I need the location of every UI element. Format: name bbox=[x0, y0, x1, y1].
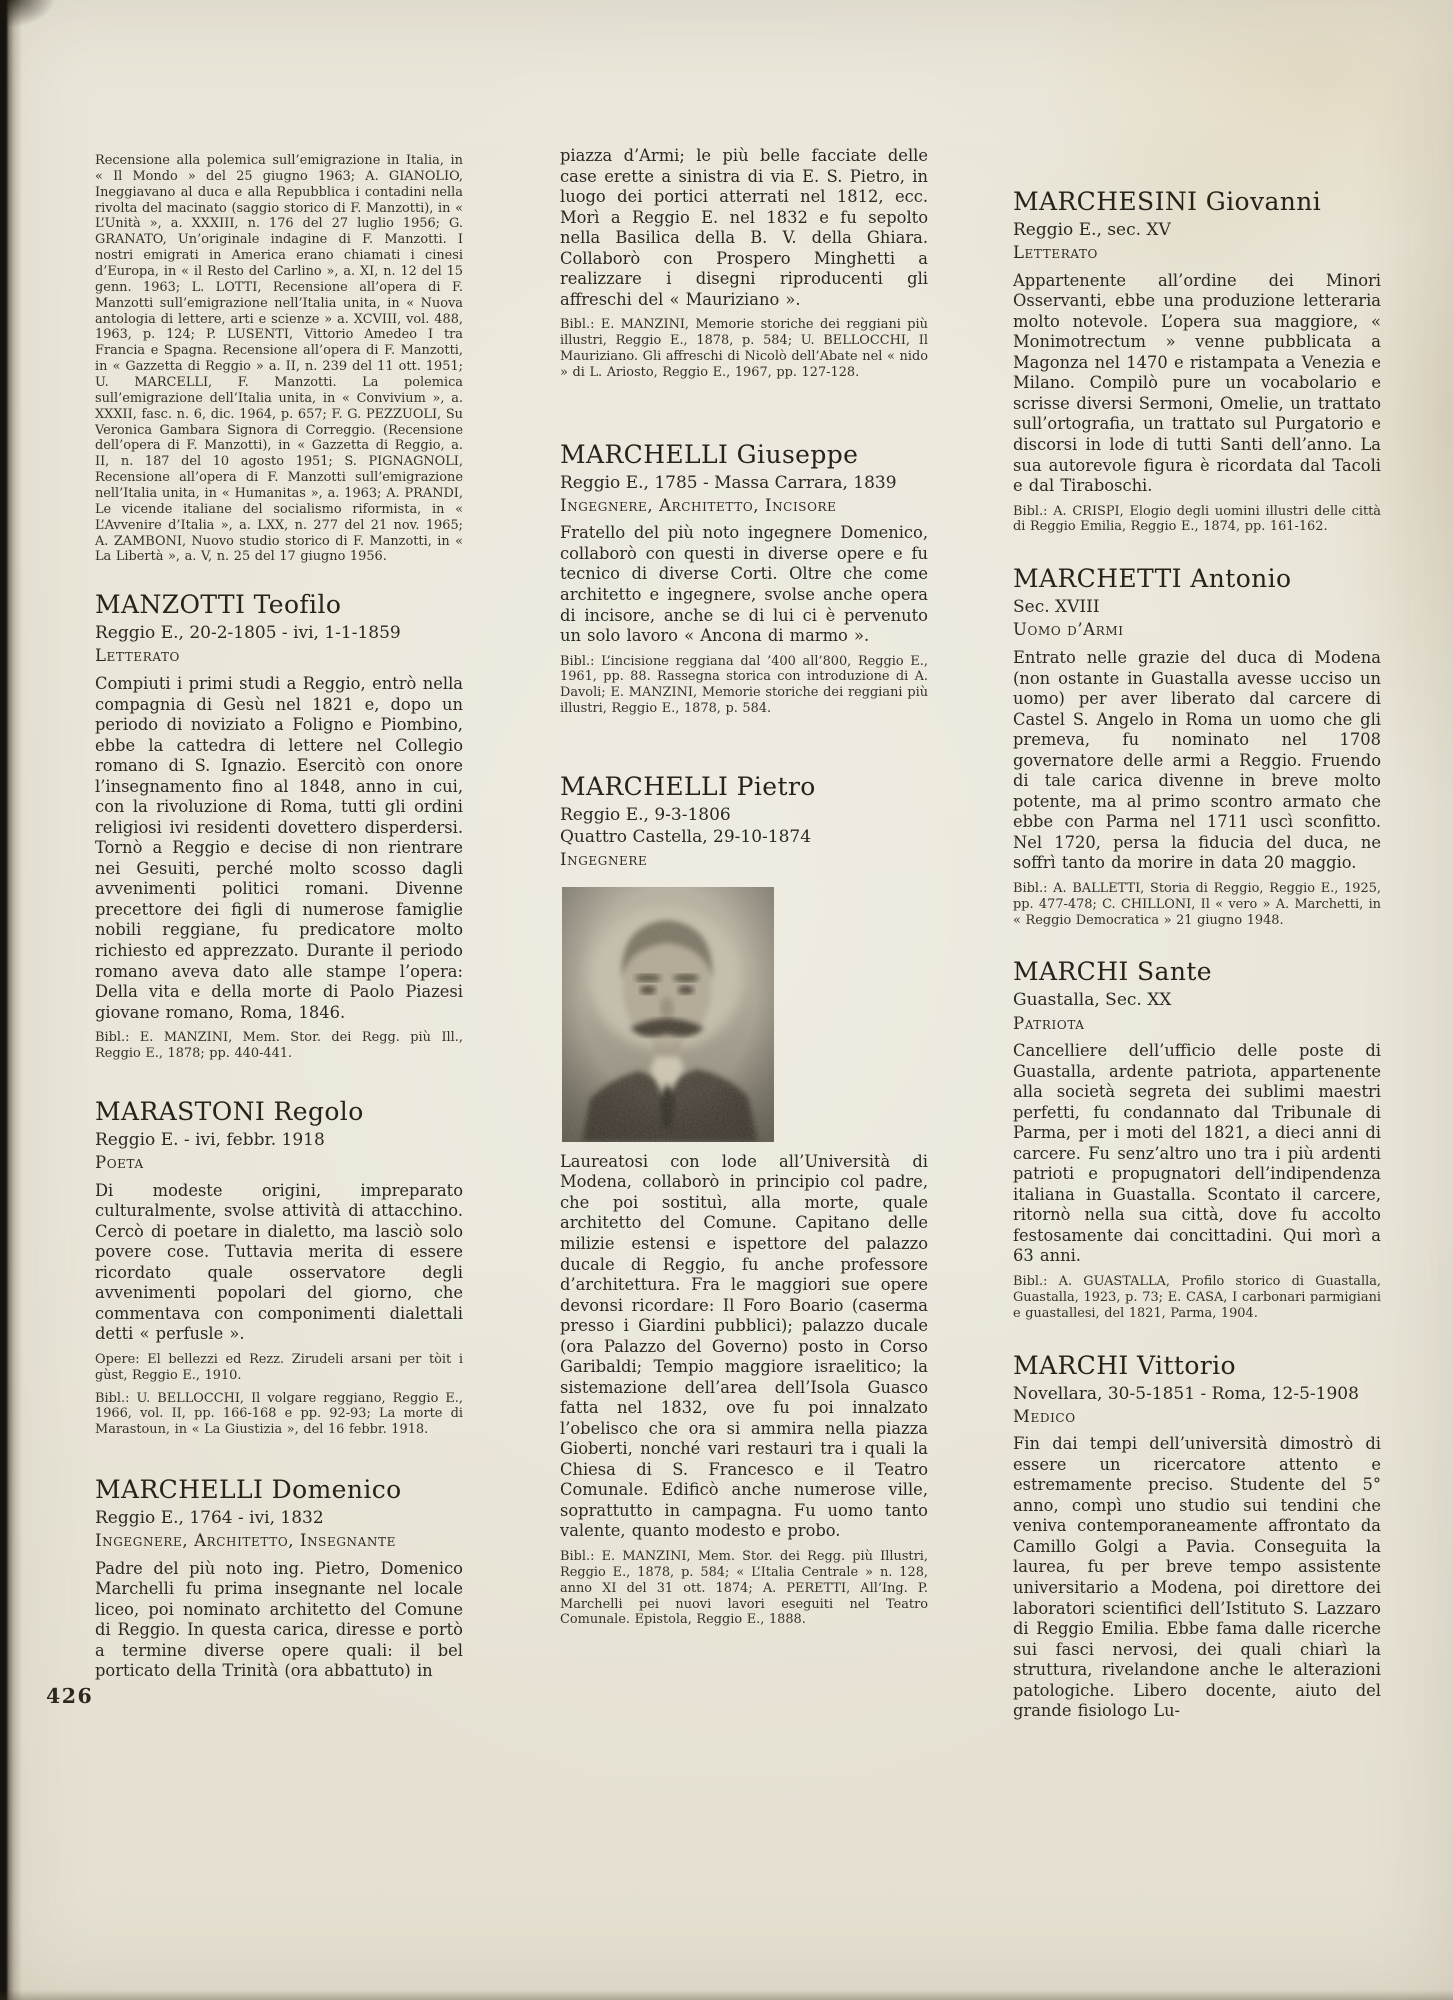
entry-bibliography: Bibl.: A. GUASTALLA, Profilo storico di Guastalla, Guastalla, 1923, p. 73; E. CASA, I carbonari parmigiani e guastallesi, del 1821, Parma, 1904. bbox=[1013, 1273, 1381, 1321]
entry-bibliography: Bibl.: A. BALLETTI, Storia di Reggio, Reggio E., 1925, pp. 477-478; C. CHILLONI, Il « vero » A. Marchetti, in « Reggio Democratica » 21 giugno 1948. bbox=[1013, 880, 1381, 928]
entry-bibliography: Bibl.: U. BELLOCCHI, Il volgare reggiano, Reggio E., 1966, vol. II, pp. 166-168 e pp. 92-93; La morte di Marastoun, in « La Giustizia », del 16 febbr. 1918. bbox=[95, 1390, 463, 1438]
entry-body: Di modeste origini, impreparato culturalmente, svolse attività di attacchino. Cercò di poetare in dialetto, ma lasciò solo povere cose. Tuttavia merita di essere ricordato quale osservatore degli avvenimenti popolari del giorno, che commentava con componimenti dialettali detti « perfusle ». bbox=[95, 1180, 463, 1344]
entry-body: Cancelliere dell’ufficio delle poste di Guastalla, ardente patriota, appartenente alla società segreta dei sublimi maestri perfetti, fu condannato dal Tribunale di Parma, per i moti del 1821, a dieci anni di carcere. Fu senz’altro uno tra i più ardenti patrioti e propugnatori dell’indipendenza italiana in Guastalla. Scontato il carcere, ritornò nella sua città, dove fu accolto festosamente dai concittadini. Qui morì a 63 anni. bbox=[1013, 1041, 1381, 1266]
entry-bibliography: Bibl.: A. CRISPI, Elogio degli uomini illustri delle città di Reggio Emilia, Reggio E., 1874, pp. 161-162. bbox=[1013, 503, 1381, 535]
entry-role: Poeta bbox=[95, 1152, 144, 1172]
entry-marchesini-giovanni bbox=[1013, 188, 1381, 535]
entry-role: Letterato bbox=[95, 646, 180, 666]
entry-body: Compiuti i primi studi a Reggio, entrò nella compagnia di Gesù nel 1821 e, dopo un periodo di noviziato a Foligno e Piombino, ebbe la cattedra di lettere nel Collegio romano di S. Ignazio. Esercitò con onore l’insegnamento fino al 1848, anno in cui, con la rivoluzione di Roma, tutti gli ordini religiosi ivi residenti dovettero disperdersi. Tornò a Reggio e decise di non rientrare nei Gesuiti, perché molto scosso dagli avvenimenti politici romani. Divenne precettore dei figli di numerose famiglie nobili reggiane, fu predicatore molto richiesto ed apprezzato. Durante il periodo romano aveva dato alle stampe l’opera: Della vita e della morte di Paolo Piazesi giovane romano, Roma, 1846. bbox=[95, 674, 463, 1022]
entry-name: MANZOTTI Teofilo bbox=[95, 590, 342, 620]
entry-marchelli-giuseppe bbox=[560, 441, 928, 717]
entry-name: MARCHI Sante bbox=[1013, 957, 1213, 987]
entry-role: Patriota bbox=[1013, 1013, 1085, 1033]
entry-bibliography: Bibl.: E. MANZINI, Mem. Stor. dei Regg. più Illustri, Reggio E., 1878, p. 584; « L’Italia Centrale » n. 128, anno XI del 31 ott. 1874; A. PERETTI, All’Ing. P. Marchelli pei nuovi lavori eseguiti nel Teatro Comunale. Epistola, Reggio E., 1888. bbox=[560, 1548, 928, 1628]
column-middle bbox=[560, 146, 928, 1628]
entry-body: Laureatosi con lode all’Università di Modena, collaborò in principio col padre, che poi sostituì, alla morte, quale architetto del Comune. Capitano delle milizie estensi e ispettore del palazzo ducale di Reggio, fu anche professore d’architettura. Fra le maggiori sue opere devonsi ricordare: Il Foro Boario (caserma presso i Giardini pubblici); palazzo ducale (ora Palazzo del Governo) posto in Corso Garibaldi; Tempio maggiore israelitico; la sistemazione dell’area dell’Isola Guasco fatta nel 1832, ove fu poi innalzato l’obelisco che ora si ammira nella piazza Gioberti, nonché vari restauri tra i quali la Chiesa di S. Francesco e il Teatro Comunale. Edificò anche numerose ville, soprattutto in campagna. Fu uomo tanto valente, quanto modesto e probo. bbox=[560, 1151, 928, 1541]
entry-manzotti-teofilo bbox=[95, 591, 463, 1061]
entry-body-continuation: piazza d’Armi; le più belle facciate delle case erette a sinistra di via E. S. Pietro, in luogo dei portici atterrati nel 1812, ecc. Morì a Reggio E. nel 1832 e fu sepolto nella Basilica della B. V. della Ghiara. Collaborò con Prospero Minghetti a realizzare i disegni riproducenti gli affreschi del « Mauriziano ». bbox=[560, 146, 928, 309]
scan-edge-left bbox=[0, 0, 22, 2000]
entry-role: Ingegnere, Architetto, Incisore bbox=[560, 495, 837, 515]
entry-marchi-sante bbox=[1013, 958, 1381, 1321]
entry-death-date: Quattro Castella, 29-10-1874 bbox=[560, 827, 812, 848]
entry-body: Fratello del più noto ingegnere Domenico, collaborò con questi in diverse opere e fu tecnico di diverse Corti. Oltre che come architetto e ingegnere, svolse anche opera di incisore, anche se di lui ci è pervenuto un solo lavoro « Ancona di marmo ». bbox=[560, 523, 928, 646]
entry-works: Opere: El bellezzi ed Rezz. Zirudeli arsani per tòit i gùst, Reggio E., 1910. bbox=[95, 1351, 463, 1383]
scan-corner-blot bbox=[0, 0, 56, 28]
entry-body: Padre del più noto ing. Pietro, Domenico Marchelli fu prima insegnante nel locale liceo, poi nominato architetto del Comune di Reggio. In questa carica, diresse e portò a termine diverse opere quali: il bel porticato della Trinità (ora abbattuto) in bbox=[95, 1558, 463, 1681]
page-number: 426 bbox=[46, 1684, 94, 1708]
entry-name: MARCHELLI Domenico bbox=[95, 1475, 402, 1505]
entry-bibliography-continuation: Bibl.: E. MANZINI, Memorie storiche dei reggiani più illustri, Reggio E., 1878, p. 584; U. BELLOCCHI, Il Mauriziano. Gli affreschi di Nicolò dell’Abate nel « nido » di L. Ariosto, Reggio E., 1967, pp. 127-128. bbox=[560, 317, 928, 380]
entry-dates: Reggio E., 1785 - Massa Carrara, 1839 bbox=[560, 472, 897, 493]
entry-dates: Guastalla, Sec. XX bbox=[1013, 990, 1172, 1011]
entry-role: Letterato bbox=[1013, 243, 1098, 263]
entry-dates: Reggio E. - ivi, febbr. 1918 bbox=[95, 1129, 325, 1150]
entry-name: MARCHELLI Giuseppe bbox=[560, 439, 859, 469]
entry-birth-date: Reggio E., 9-3-1806 bbox=[560, 805, 731, 826]
entry-name: MARCHETTI Antonio bbox=[1013, 564, 1292, 594]
column-left bbox=[95, 146, 463, 1682]
entry-dates: Reggio E., 20-2-1805 - ivi, 1-1-1859 bbox=[95, 623, 401, 644]
entry-role: Medico bbox=[1013, 1406, 1076, 1426]
entry-role: Ingegnere bbox=[560, 850, 648, 870]
entry-body: Fin dai tempi dell’università dimostrò di essere un ricercatore attento e estremamente preciso. Studente del 5° anno, compì uno studio sui tendini che veniva contemporaneamente affrontato da Camillo Golgi a Pavia. Conseguita la laurea, fu per breve tempo assistente universitario a Modena, poi direttore dei laboratori scientifici dell’Istituto S. Lazzaro di Reggio Emilia. Ebbe fama dalle ricerche sui fasci nervosi, dei quali chiarì la struttura, rivelandone anche le alterazioni patologiche. Libero docente, aiuto del grande fisiologo Lu- bbox=[1013, 1434, 1381, 1721]
entry-bibliography: Bibl.: E. MANZINI, Mem. Stor. dei Regg. più Ill., Reggio E., 1878; pp. 440-441. bbox=[95, 1030, 463, 1061]
entry-marchetti-antonio bbox=[1013, 565, 1381, 928]
entry-role: Ingegnere, Architetto, Insegnante bbox=[95, 1531, 396, 1551]
scan-edge-bottom bbox=[0, 1990, 1453, 2000]
bibliography-continuation: Recensione alla polemica sull’emigrazione in Italia, in « Il Mondo » del 25 giugno 1963; A. GIANOLIO, Ineggiavano al duca e alla Repubblica i contadini nella rivolta del macinato (saggio storico di F. Manzotti), in « L’Unità », a. XXXIII, n. 176 del 27 luglio 1956; G. GRANATO, Un’originale indagine di F. Manzotti. I nostri emigrati in America erano chiamati i cinesi d’Europa, in « il Resto del Carlino », a. XI, n. 12 del 15 genn. 1963; L. LOTTI, Recensione all’opera di F. Manzotti sull’emigrazione nell’Italia unita, in « Nuova antologia di lettere, arti e scienze » a. XCVIII, vol. 488, 1963, p. 124; P. LUSENTI, Vittorio Amedeo I tra Francia e Spagna. Recensione all’opera di F. Manzotti, in « Gazzetta di Reggio » a. II, n. 239 del 11 ott. 1951; U. MARCELLI, F. Manzotti. La polemica sull’emigrazione dell’Italia unita, in « Convivium », a. XXXII, fasc. n. 6, dic. 1964, p. 657; F. G. PEZZUOLI, Su Veronica Gambara Signora di Correggio. (Recensione dell’opera di F. Manzotti), in « Gazzetta di Reggio, a. II, n. 187 del 10 agosto 1951; S. PIGNAGNOLI, Recensione all’opera di F. Manzotti sull’emigrazione nell’Italia unita, in « Humanitas », a. 1963; A. PRANDI, Le vicende italiane del socialismo riformista, in « L’Avvenire d’Italia », a. LXX, n. 277 del 21 nov. 1965; A. ZAMBONI, Nuovo studio storico di F. Manzotti, in « La Libertà », a. V, n. 25 del 17 giugno 1956. bbox=[95, 153, 463, 565]
entry-body: Appartenente all’ordine dei Minori Osservanti, ebbe una produzione letteraria molto notevole. L’opera sua maggiore, « Monimotrectum » venne pubblicata a Magonza nel 1470 e ristampata a Venezia e Milano. Compilò pure un vocabolario e scrisse diversi Sermoni, Omelie, un trattato sull’ortografia, un trattato sul Purgatorio e discorsi in lode di tutti Santi dell’anno. La sua autorevole figura è ricordata dal Tacoli e dal Tiraboschi. bbox=[1013, 270, 1381, 496]
portrait-photo-image bbox=[562, 887, 774, 1142]
entry-role: Uomo d’Armi bbox=[1013, 620, 1124, 640]
entry-marchi-vittorio bbox=[1013, 1352, 1381, 1722]
column-right bbox=[1013, 188, 1381, 1722]
entry-name: MARCHESINI Giovanni bbox=[1013, 187, 1322, 216]
entry-name: MARCHELLI Pietro bbox=[560, 772, 816, 802]
entry-name: MARCHI Vittorio bbox=[1013, 1350, 1236, 1380]
entry-marchelli-domenico bbox=[95, 1476, 463, 1682]
entry-dates: Novellara, 30-5-1851 - Roma, 12-5-1908 bbox=[1013, 1383, 1359, 1404]
entry-dates: Reggio E., sec. XV bbox=[1013, 220, 1171, 240]
portrait-photo bbox=[562, 887, 774, 1142]
entry-marchelli-pietro bbox=[560, 773, 928, 1628]
entry-dates: Reggio E., 1764 - ivi, 1832 bbox=[95, 1508, 324, 1529]
entry-dates: Sec. XVIII bbox=[1013, 597, 1100, 618]
entry-name: MARASTONI Regolo bbox=[95, 1096, 364, 1126]
entry-body: Entrato nelle grazie del duca di Modena (non ostante in Guastalla avesse ucciso un uomo) per aver liberato dal carcere di Castel S. Angelo in Roma un uomo che gli premeva, fu nominato nel 1708 governatore delle armi a Reggio. Fruendo di tale carica divenne in breve molto potente, ma al primo scontro armato che ebbe con Parma nel 1711 uscì sconfitto. Nel 1720, persa la fiducia del duca, ne soffrì tanto da morire in data 20 maggio. bbox=[1013, 648, 1381, 873]
entry-bibliography: Bibl.: L’incisione reggiana dal ’400 all’800, Reggio E., 1961, pp. 88. Rassegna storica con introduzione di A. Davoli; E. MANZINI, Memorie storiche dei reggiani più illustri, Reggio E., 1878, p. 584. bbox=[560, 653, 928, 717]
entry-marastoni-regolo bbox=[95, 1098, 463, 1438]
